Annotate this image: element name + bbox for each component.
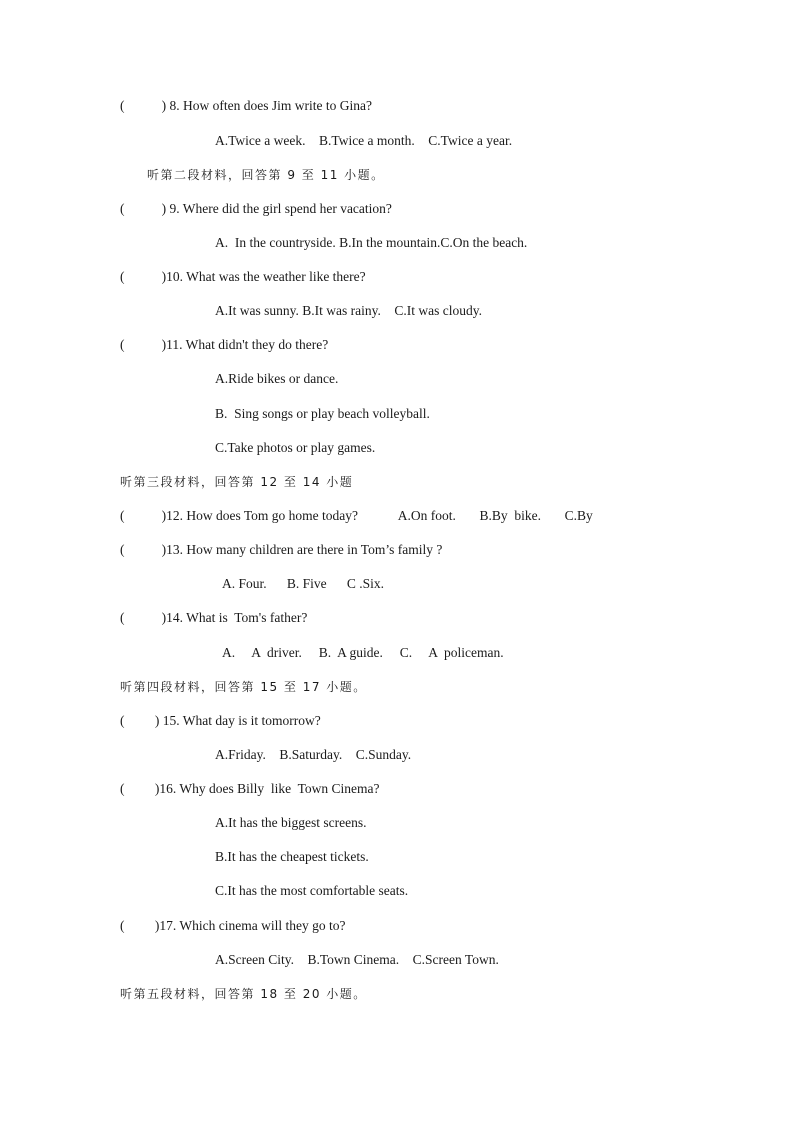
question-16-option-a: A.It has the biggest screens. [215, 815, 367, 830]
question-11-option-c: C.Take photos or play games. [215, 440, 376, 455]
question-17: ( )17. Which cinema will they go to? [120, 918, 346, 933]
question-16: ( )16. Why does Billy like Town Cinema? [120, 781, 380, 796]
section-2-instruction: 听第二段材料，回答第 9 至 11 小题。 [147, 168, 385, 182]
question-9-options: A. In the countryside. B.In the mountain.C.On the beach. [215, 235, 528, 250]
section-3-instruction: 听第三段材料，回答第 12 至 14 小题 [120, 475, 354, 489]
question-8: ( ) 8. How often does Jim write to Gina? [120, 98, 372, 113]
question-11-option-a: A.Ride bikes or dance. [215, 371, 339, 386]
question-11-option-b: B. Sing songs or play beach volleyball. [215, 406, 430, 421]
question-11: ( )11. What didn't they do there? [120, 337, 329, 352]
question-15-options: A.Friday. B.Saturday. C.Sunday. [215, 747, 412, 762]
question-16-option-b: B.It has the cheapest tickets. [215, 849, 369, 864]
question-16-option-c: C.It has the most comfortable seats. [215, 883, 409, 898]
question-9: ( ) 9. Where did the girl spend her vacation? [120, 201, 392, 216]
question-17-options: A.Screen City. B.Town Cinema. C.Screen Town. [215, 952, 499, 967]
section-4-instruction: 听第四段材料，回答第 15 至 17 小题。 [120, 680, 367, 694]
section-5-instruction: 听第五段材料，回答第 18 至 20 小题。 [120, 987, 367, 1001]
question-12: ( )12. How does Tom go home today? A.On foot. B.By bike. C.By [120, 508, 593, 523]
question-13-options: A. Four. B. Five C .Six. [222, 576, 385, 591]
question-8-options: A.Twice a week. B.Twice a month. C.Twice a year. [215, 133, 513, 148]
question-10: ( )10. What was the weather like there? [120, 269, 366, 284]
question-13: ( )13. How many children are there in Tom’s family ? [120, 542, 443, 557]
question-14: ( )14. What is Tom's father? [120, 610, 308, 625]
question-14-options: A. A driver. B. A guide. C. A policeman. [222, 645, 504, 660]
question-10-options: A.It was sunny. B.It was rainy. C.It was cloudy. [215, 303, 482, 318]
question-15: ( ) 15. What day is it tomorrow? [120, 713, 321, 728]
